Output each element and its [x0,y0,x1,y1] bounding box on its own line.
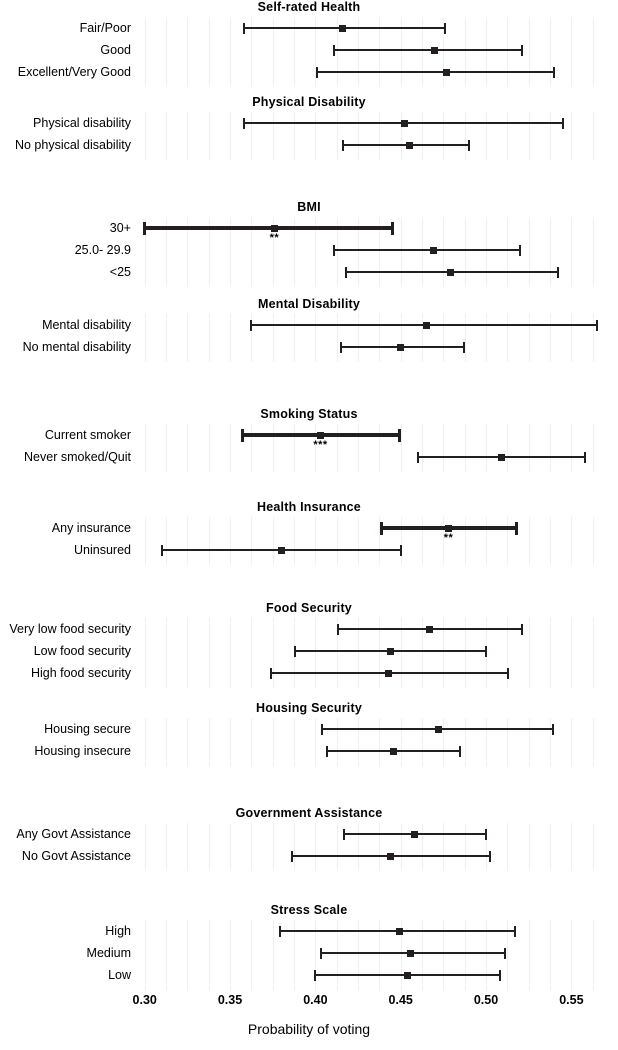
row-label: Good [100,43,131,57]
x-tick-label: 0.55 [559,993,584,1007]
ci-lower-cap [380,522,383,535]
row-label: Low food security [33,644,131,658]
point-estimate-marker [387,853,394,860]
forest-row [0,217,618,244]
ci-lower-cap [314,970,316,981]
panel-title: Food Security [266,601,352,615]
significance-stars: ** [269,232,280,244]
plot-area [0,517,618,565]
panel-government-assistance [0,806,618,871]
panel-title: Self-rated Health [257,0,361,14]
row-label: Medium [86,946,131,960]
row-label: No mental disability [22,340,131,354]
point-estimate-marker [443,69,450,76]
panel-smoking-status [0,407,618,472]
point-estimate-marker [411,831,418,838]
point-estimate-marker [426,626,433,633]
ci-lower-cap [417,452,419,463]
ci-upper-cap [553,67,555,78]
row-label: No Govt Assistance [21,849,131,863]
ci-lower-cap [241,429,244,442]
ci-lower-cap [340,342,342,353]
ci-lower-cap [250,320,252,331]
panel-title: Government Assistance [235,806,383,820]
ci-lower-cap [270,668,272,679]
confidence-interval-line [334,49,522,51]
ci-lower-cap [326,746,328,757]
row-label: Current smoker [44,428,131,442]
row-label: High [105,924,131,938]
panel-mental-disability [0,297,618,362]
x-axis-title: Probability of voting [247,1021,371,1037]
point-estimate-marker [317,432,324,439]
ci-lower-cap [316,67,318,78]
point-estimate-marker [407,950,414,957]
point-estimate-marker [430,247,437,254]
forest-row [0,61,618,83]
plot-area [0,920,618,990]
ci-upper-cap [507,668,509,679]
point-estimate-marker [406,142,413,149]
forest-row [0,920,618,942]
ci-lower-cap [337,624,339,635]
point-estimate-marker [401,120,408,127]
point-estimate-marker [387,648,394,655]
ci-lower-cap [143,222,146,235]
forest-row [0,261,618,283]
forest-row [0,239,618,261]
point-estimate-marker [447,269,454,276]
point-estimate-marker [404,972,411,979]
ci-upper-cap [584,452,586,463]
x-tick-label: 0.30 [132,993,157,1007]
plot-area [0,17,618,87]
ci-lower-cap [279,926,281,937]
ci-upper-cap [398,429,401,442]
ci-lower-cap [342,140,344,151]
point-estimate-marker [397,344,404,351]
panel-title: BMI [297,200,321,214]
significance-stars: *** [313,439,328,451]
row-label: 30+ [109,221,131,235]
forest-row [0,517,618,544]
ci-upper-cap [552,724,554,735]
ci-upper-cap [499,970,501,981]
forest-row [0,845,618,867]
confidence-interval-line [145,226,393,230]
panel-stress-scale [0,903,618,990]
ci-lower-cap [345,267,347,278]
row-label: Never smoked/Quit [24,450,131,464]
row-label: Mental disability [42,318,131,332]
plot-area [0,112,618,160]
row-label: <25 [109,265,131,279]
x-tick-label: 0.40 [303,993,328,1007]
ci-lower-cap [321,724,323,735]
ci-upper-cap [463,342,465,353]
ci-upper-cap [444,23,446,34]
row-label: High food security [30,666,131,680]
row-label: Any insurance [51,521,131,535]
panel-physical-disability [0,95,618,160]
forest-row [0,39,618,61]
panel-title: Health Insurance [257,500,361,514]
row-label: Excellent/Very Good [17,65,131,79]
plot-area [0,618,618,688]
row-label: Housing secure [44,722,131,736]
point-estimate-marker [339,25,346,32]
ci-upper-cap [515,522,518,535]
forest-row [0,823,618,845]
ci-upper-cap [519,245,521,256]
row-label: Low [108,968,131,982]
forest-row [0,640,618,662]
ci-upper-cap [489,851,491,862]
ci-lower-cap [243,23,245,34]
forest-row [0,718,618,740]
ci-upper-cap [521,624,523,635]
forest-row [0,314,618,336]
x-tick-label: 0.45 [388,993,413,1007]
ci-upper-cap [562,118,564,129]
confidence-interval-line [334,249,520,251]
forest-row [0,662,618,684]
row-label: No physical disability [14,138,131,152]
forest-row [0,618,618,640]
forest-row [0,942,618,964]
ci-upper-cap [468,140,470,151]
panel-health-insurance [0,500,618,565]
forest-row [0,134,618,156]
forest-row [0,336,618,358]
panel-title: Mental Disability [257,297,361,311]
point-estimate-marker [385,670,392,677]
row-label: 25.0- 29.9 [74,243,131,257]
ci-lower-cap [243,118,245,129]
point-estimate-marker [445,525,452,532]
ci-lower-cap [343,829,345,840]
ci-lower-cap [161,545,163,556]
forest-row [0,740,618,762]
row-label: Physical disability [33,116,131,130]
plot-area [0,217,618,287]
row-label: Uninsured [74,543,131,557]
ci-lower-cap [333,45,335,56]
x-tick-label: 0.50 [473,993,499,1007]
panel-food-security [0,601,618,688]
ci-upper-cap [504,948,506,959]
ci-lower-cap [333,245,335,256]
row-label: Fair/Poor [79,21,131,35]
forest-row [0,424,618,451]
panel-title: Smoking Status [260,407,358,421]
point-estimate-marker [431,47,438,54]
significance-stars: ** [443,532,454,544]
row-label: Any Govt Assistance [16,827,131,841]
forest-row [0,17,618,39]
panel-title: Physical Disability [252,95,366,109]
forest-row [0,112,618,134]
forest-row [0,446,618,468]
ci-upper-cap [485,646,487,657]
point-estimate-marker [498,454,505,461]
ci-upper-cap [557,267,559,278]
point-estimate-marker [396,928,403,935]
x-axis [0,993,618,1050]
panel-housing-security [0,701,618,766]
ci-lower-cap [320,948,322,959]
plot-area [0,718,618,766]
point-estimate-marker [271,225,278,232]
ci-upper-cap [521,45,523,56]
ci-lower-cap [291,851,293,862]
plot-area [0,424,618,472]
point-estimate-marker [390,748,397,755]
panel-title: Stress Scale [270,903,348,917]
x-tick-label: 0.35 [217,993,243,1007]
row-label: Housing insecure [34,744,131,758]
ci-upper-cap [485,829,487,840]
forest-row [0,539,618,561]
point-estimate-marker [278,547,285,554]
ci-upper-cap [514,926,516,937]
forest-row [0,964,618,986]
ci-upper-cap [596,320,598,331]
confidence-interval-line [317,71,554,73]
panel-self-rated-health [0,0,618,87]
panel-bmi [0,200,618,287]
ci-lower-cap [294,646,296,657]
point-estimate-marker [435,726,442,733]
ci-upper-cap [459,746,461,757]
ci-upper-cap [400,545,402,556]
plot-area [0,314,618,362]
point-estimate-marker [423,322,430,329]
panel-title: Housing Security [256,701,362,715]
row-label: Very low food security [9,622,131,636]
ci-upper-cap [391,222,394,235]
plot-area [0,823,618,871]
